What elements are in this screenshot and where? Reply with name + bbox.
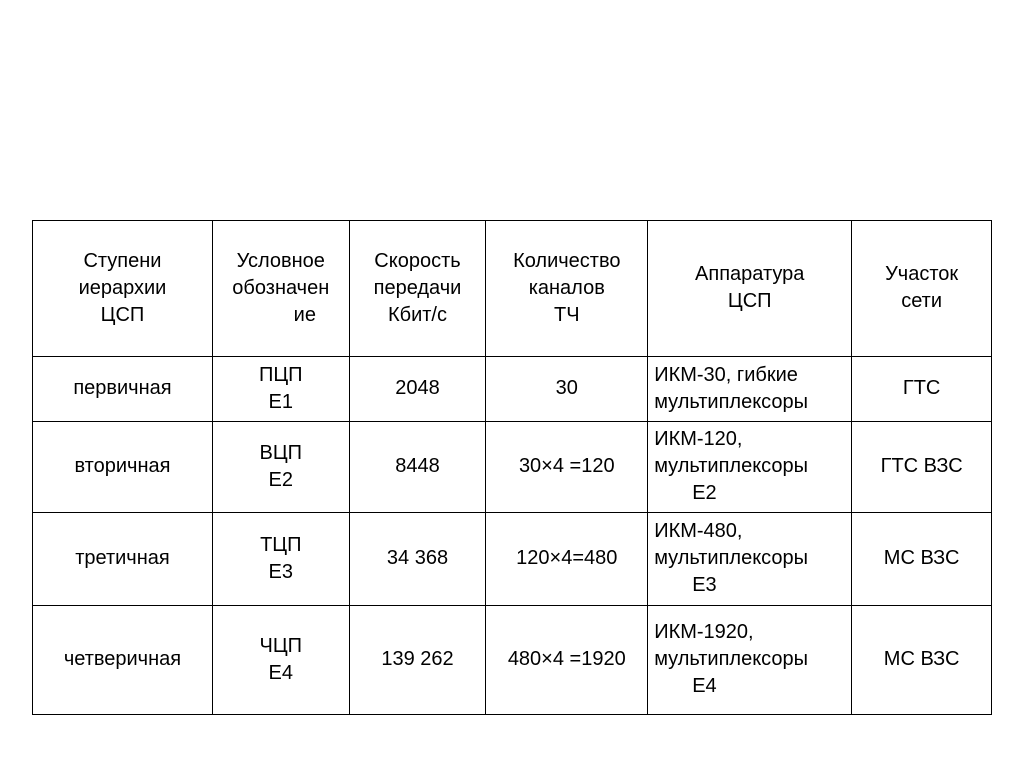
level-cell: третичная: [33, 513, 213, 605]
designation-line: Е2: [268, 468, 294, 491]
designation-cell: [212, 513, 349, 605]
table-row: [33, 421, 992, 512]
header-designation-line: ие: [293, 303, 316, 326]
header-level: [33, 221, 213, 357]
designation-cell: [212, 421, 349, 512]
equipment-cell: [648, 605, 852, 714]
equipment-line: ИКМ-30, гибкие: [654, 363, 798, 386]
speed-cell: 2048: [349, 356, 486, 421]
designation-line: Е1: [268, 390, 294, 413]
header-network-line: сети: [901, 290, 943, 313]
speed-cell: 34 368: [349, 513, 486, 605]
header-row: [33, 221, 992, 357]
network-cell: МС ВЗС: [852, 605, 992, 714]
table-row: [33, 513, 992, 605]
equipment-line: мультиплексоры: [654, 455, 809, 478]
header-channels-line: ТЧ: [553, 303, 580, 326]
header-channels-line: каналов: [528, 276, 605, 299]
speed-cell: 139 262: [349, 605, 486, 714]
designation-line: ВЦП: [259, 441, 303, 464]
header-channels-line: Количество: [513, 249, 621, 272]
header-speed-line: передачи: [373, 276, 462, 299]
equipment-line: мультиплексоры: [654, 390, 809, 413]
hierarchy-table: [32, 220, 992, 715]
channels-cell: 120×4=480: [486, 513, 648, 605]
equipment-cell: [648, 513, 852, 605]
table-row: [33, 605, 992, 714]
equipment-line: ИКМ-120,: [654, 428, 743, 451]
equipment-cell: [648, 356, 852, 421]
designation-cell: [212, 356, 349, 421]
level-cell: четверичная: [33, 605, 213, 714]
header-network: [852, 221, 992, 357]
equipment-line: ИКМ-1920,: [654, 621, 754, 644]
equipment-line: мультиплексоры: [654, 547, 809, 570]
header-level-line: ЦСП: [100, 303, 145, 326]
channels-cell: 480×4 =1920: [486, 605, 648, 714]
header-channels: [486, 221, 648, 357]
designation-line: ЧЦП: [259, 634, 303, 657]
designation-cell: [212, 605, 349, 714]
equipment-line: ИКМ-480,: [654, 520, 743, 543]
channels-cell: 30: [486, 356, 648, 421]
equipment-line: Е4: [692, 675, 717, 698]
header-equipment-line: ЦСП: [727, 290, 772, 313]
header-speed: [349, 221, 486, 357]
designation-line: Е4: [268, 661, 294, 684]
designation-line: ПЦП: [259, 363, 303, 386]
header-network-line: Участок: [885, 263, 959, 286]
header-speed-line: Кбит/с: [387, 303, 447, 326]
header-designation: [212, 221, 349, 357]
channels-cell: 30×4 =120: [486, 421, 648, 512]
header-speed-line: Скорость: [374, 249, 461, 272]
network-cell: МС ВЗС: [852, 513, 992, 605]
network-cell: ГТС ВЗС: [852, 421, 992, 512]
equipment-cell: [648, 421, 852, 512]
header-designation-line: Условное: [236, 249, 325, 272]
equipment-line: Е2: [692, 482, 717, 505]
header-level-line: Ступени: [83, 249, 162, 272]
header-equipment: [648, 221, 852, 357]
header-equipment-line: Аппаратура: [695, 263, 805, 286]
equipment-line: Е3: [692, 574, 717, 597]
header-level-line: иерархии: [78, 276, 167, 299]
equipment-line: мультиплексоры: [654, 648, 809, 671]
header-designation-line: обозначен: [232, 276, 330, 299]
network-cell: ГТС: [852, 356, 992, 421]
level-cell: вторичная: [33, 421, 213, 512]
level-cell: первичная: [33, 356, 213, 421]
speed-cell: 8448: [349, 421, 486, 512]
designation-line: ТЦП: [260, 533, 302, 556]
designation-line: Е3: [268, 560, 294, 583]
table-row: [33, 356, 992, 421]
